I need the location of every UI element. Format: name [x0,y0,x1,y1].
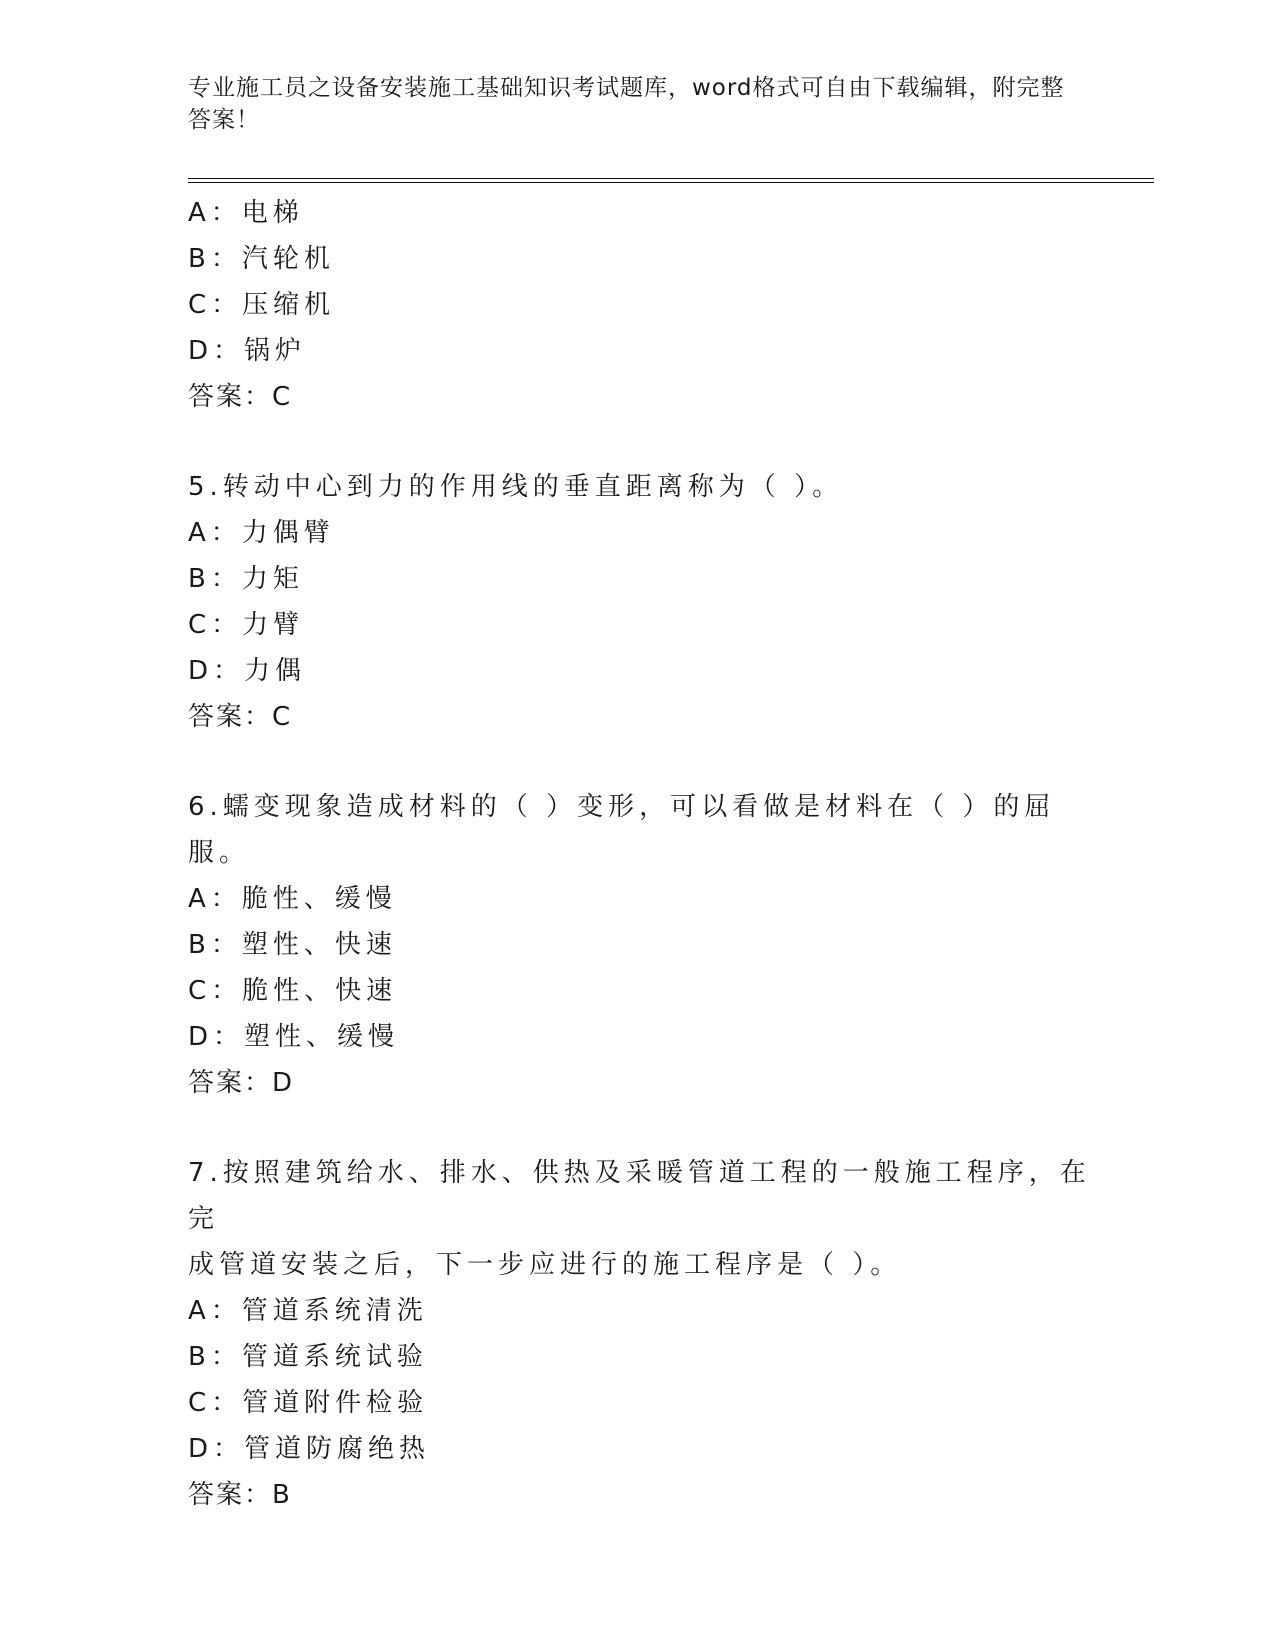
document-header: 专业施工员之设备安装施工基础知识考试题库，word格式可自由下载编辑，附完整答案！ [188,75,1065,133]
header-divider-bottom [188,182,1154,183]
answer-line: 答案：C [188,702,293,732]
option-b: B：汽轮机 [188,244,335,274]
question-block-5 [188,464,1108,740]
option-b: B：力矩 [188,564,304,594]
option-d: D：力偶 [188,656,307,686]
option-c: C：压缩机 [188,290,336,320]
question-text-line-2: 成管道安装之后，下一步应进行的施工程序是（ ）。 [188,1250,902,1280]
question-block-partial [188,190,1108,420]
option-d: D：塑性、缓慢 [188,1022,400,1052]
option-a: A：电梯 [188,198,304,228]
option-d: D：锅炉 [188,336,307,366]
option-c: C：管道附件检验 [188,1388,429,1418]
answer-line: 答案：D [188,1068,295,1098]
answer-line: 答案：C [188,382,293,412]
option-a: A：力偶臂 [188,518,335,548]
option-a: A：管道系统清洗 [188,1296,428,1326]
question-block-6 [188,784,1108,1106]
option-c: C：力臂 [188,610,305,640]
question-list [188,190,1108,1518]
answer-line: 答案：B [188,1480,292,1510]
option-b: B：管道系统试验 [188,1342,428,1372]
question-text: 6.蠕变现象造成材料的（ ）变形，可以看做是材料在（ ）的屈服。 [188,792,1056,868]
header-divider-top [188,178,1154,179]
question-text-line-1: 7.按照建筑给水、排水、供热及采暖管道工程的一般施工程序，在完 [188,1158,1091,1234]
option-d: D：管道防腐绝热 [188,1434,431,1464]
question-text: 5.转动中心到力的作用线的垂直距离称为（ ）。 [188,472,844,502]
option-a: A：脆性、缓慢 [188,884,397,914]
option-b: B：塑性、快速 [188,930,397,960]
option-c: C：脆性、快速 [188,976,398,1006]
question-block-7 [188,1150,1108,1518]
